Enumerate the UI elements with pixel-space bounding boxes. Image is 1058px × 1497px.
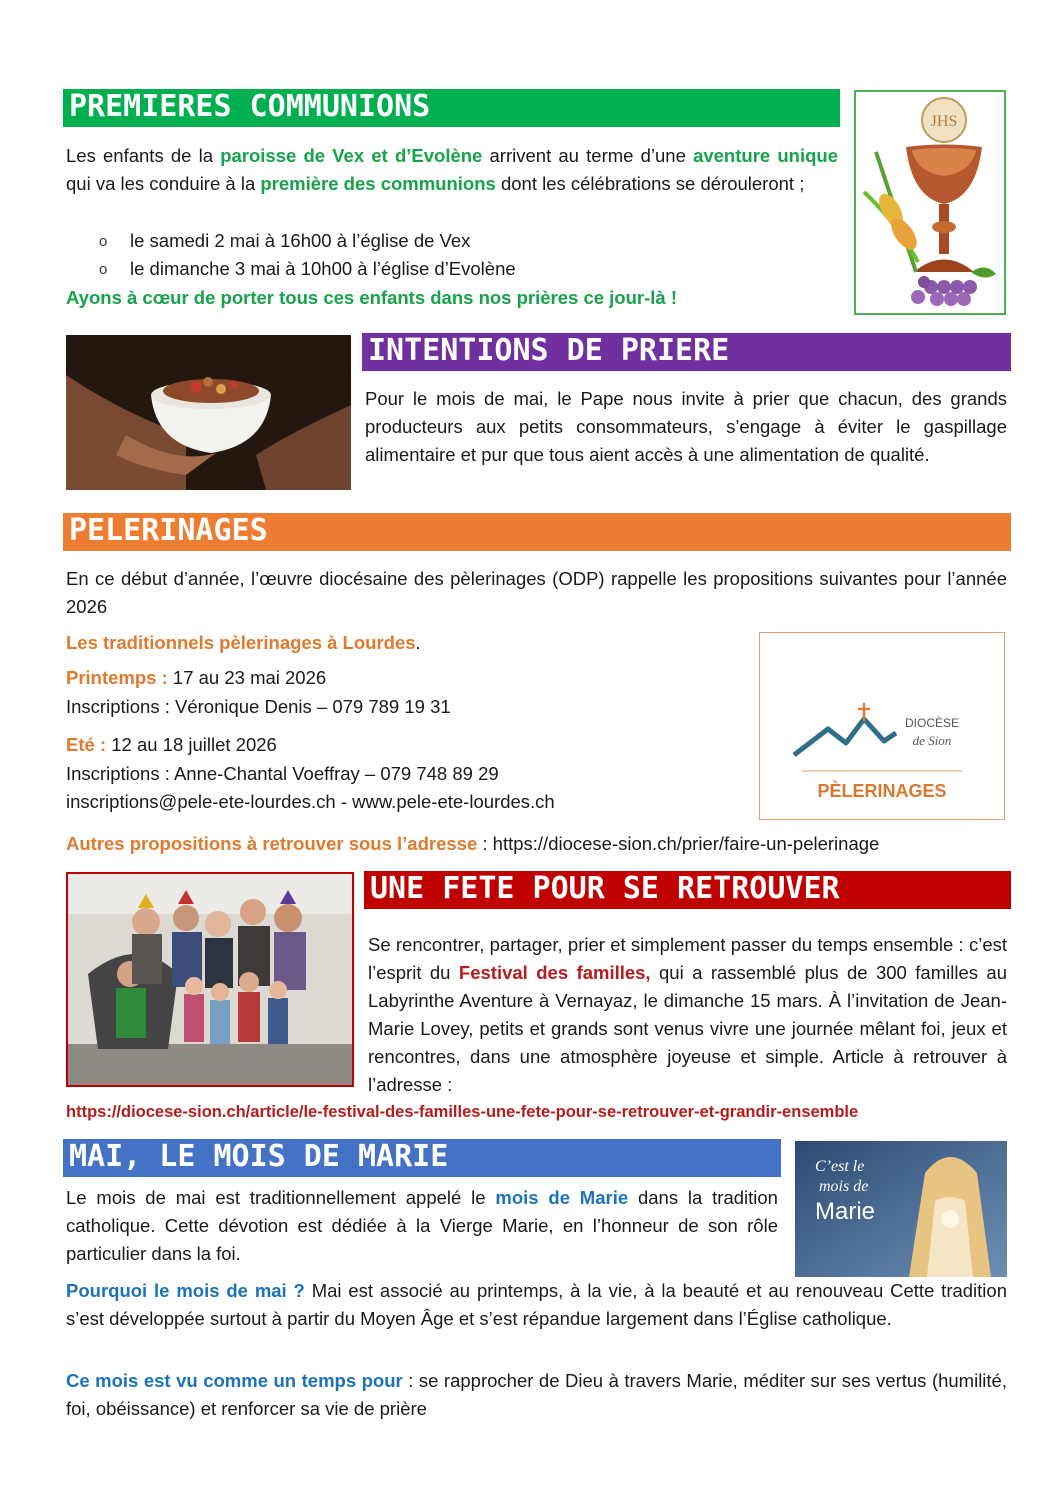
logo-diocese: DIOCÈSE <box>904 716 960 730</box>
chalice-image <box>854 90 1006 315</box>
marie-intro: Le mois de mai est traditionnellement appelé le mois de Marie dans la tradition catholique. Cette dévotion est dédiée à la Vierge Marie, en l’honneur de son rôle particulier dans la foi. <box>66 1187 778 1264</box>
intentions-body: Pour le mois de mai, le Pape nous invite à prier que chacun, des grands producteurs aux petits consommateurs, s’engage à éviter le gaspillage alimentaire et pur que tous aient accès à une alimentation de qualité. <box>365 388 1007 465</box>
jhs-lettering: JHS <box>930 113 958 130</box>
summer-contact: Inscriptions : Anne-Chantal Voeffray – 079 748 89 29 <box>66 763 499 784</box>
communion-date-vex: le samedi 2 mai à 16h00 à l’église de Vex <box>130 230 471 251</box>
lourdes-heading: Les traditionnels pèlerinages à Lourdes. <box>66 632 421 653</box>
communions-intro: Les enfants de la paroisse de Vex et d’Evolène arrivent au terme d’une aventure unique qui va les conduire à la première des communions dont les célébrations se dérouleront ; <box>66 145 838 194</box>
spring-contact: Inscriptions : Véronique Denis – 079 789 19 31 <box>66 696 451 717</box>
logo-sion: de Sion <box>912 733 952 748</box>
festival-article-link[interactable]: https://diocese-sion.ch/article/le-festival-des-familles-une-fete-pour-se-retrouver-et-grandir-ensemble <box>66 1103 859 1121</box>
mois-de-marie-image <box>795 1141 1007 1277</box>
communions-closing: Ayons à cœur de porter tous ces enfants dans nos prières ce jour-là ! <box>66 287 677 308</box>
section-title-communions: PREMIERES COMMUNIONS <box>63 89 840 127</box>
communion-date-evolene: le dimanche 3 mai à 10h00 à l’église d’Evolène <box>130 258 516 279</box>
fete-body: Se rencontrer, partager, prier et simplement passer du temps ensemble : c’est l’esprit du Festival des familles, qui a rassemblé plus de 300 familles au Labyrinthe Aventure à Vernayaz, le dimanche 15 mars. À l’invitation de Jean-Marie Lovey, petits et grands sont venus vivre une journée mêlant foi, jeux et rencontres, dans une atmosphère joyeuse et simple. Article à retrouver à l’adresse : <box>368 934 1007 1095</box>
section-title-pelerinages: PELERINAGES <box>63 513 1011 551</box>
summer-pilgrimage: Eté : 12 au 18 juillet 2026 <box>66 734 277 755</box>
summer-links[interactable]: inscriptions@pele-ete-lourdes.ch - www.pele-ete-lourdes.ch <box>66 791 555 812</box>
bullet-marker: o <box>99 261 108 278</box>
section-title-fete: UNE FETE POUR SE RETROUVER <box>364 871 1011 909</box>
marie-time: Ce mois est vu comme un temps pour : se rapprocher de Dieu à travers Marie, méditer sur ses vertus (humilité, foi, obéissance) et renforcer sa vie de prière <box>66 1370 1007 1419</box>
image-line-1: C’est le <box>815 1158 865 1175</box>
image-line-2: mois de <box>819 1178 869 1195</box>
logo-caption: PÈLERINAGES <box>817 781 947 801</box>
other-proposals[interactable]: Autres propositions à retrouver sous l’adresse : https://diocese-sion.ch/prier/faire-un-pelerinage <box>66 833 880 854</box>
marie-why: Pourquoi le mois de mai ? Mai est associé au printemps, à la vie, à la beauté et au renouveau Cette tradition s’est développée surtout à partir du Moyen Âge et s’est répandue largement dans l’Église catholique. <box>66 1280 1007 1329</box>
pelerinages-logo <box>759 632 1005 820</box>
section-title-intentions: INTENTIONS DE PRIERE <box>362 333 1011 371</box>
bullet-marker: o <box>99 233 108 250</box>
festival-group-photo <box>66 872 354 1087</box>
spring-pilgrimage: Printemps : 17 au 23 mai 2026 <box>66 667 327 688</box>
section-title-marie: MAI, LE MOIS DE MARIE <box>63 1139 781 1177</box>
soup-bowl-photo <box>66 335 351 490</box>
image-line-3: Marie <box>815 1198 876 1225</box>
pelerinages-intro: En ce début d’année, l’œuvre diocésaine des pèlerinages (ODP) rappelle les propositions suivantes pour l’année 2026 <box>66 568 1007 617</box>
